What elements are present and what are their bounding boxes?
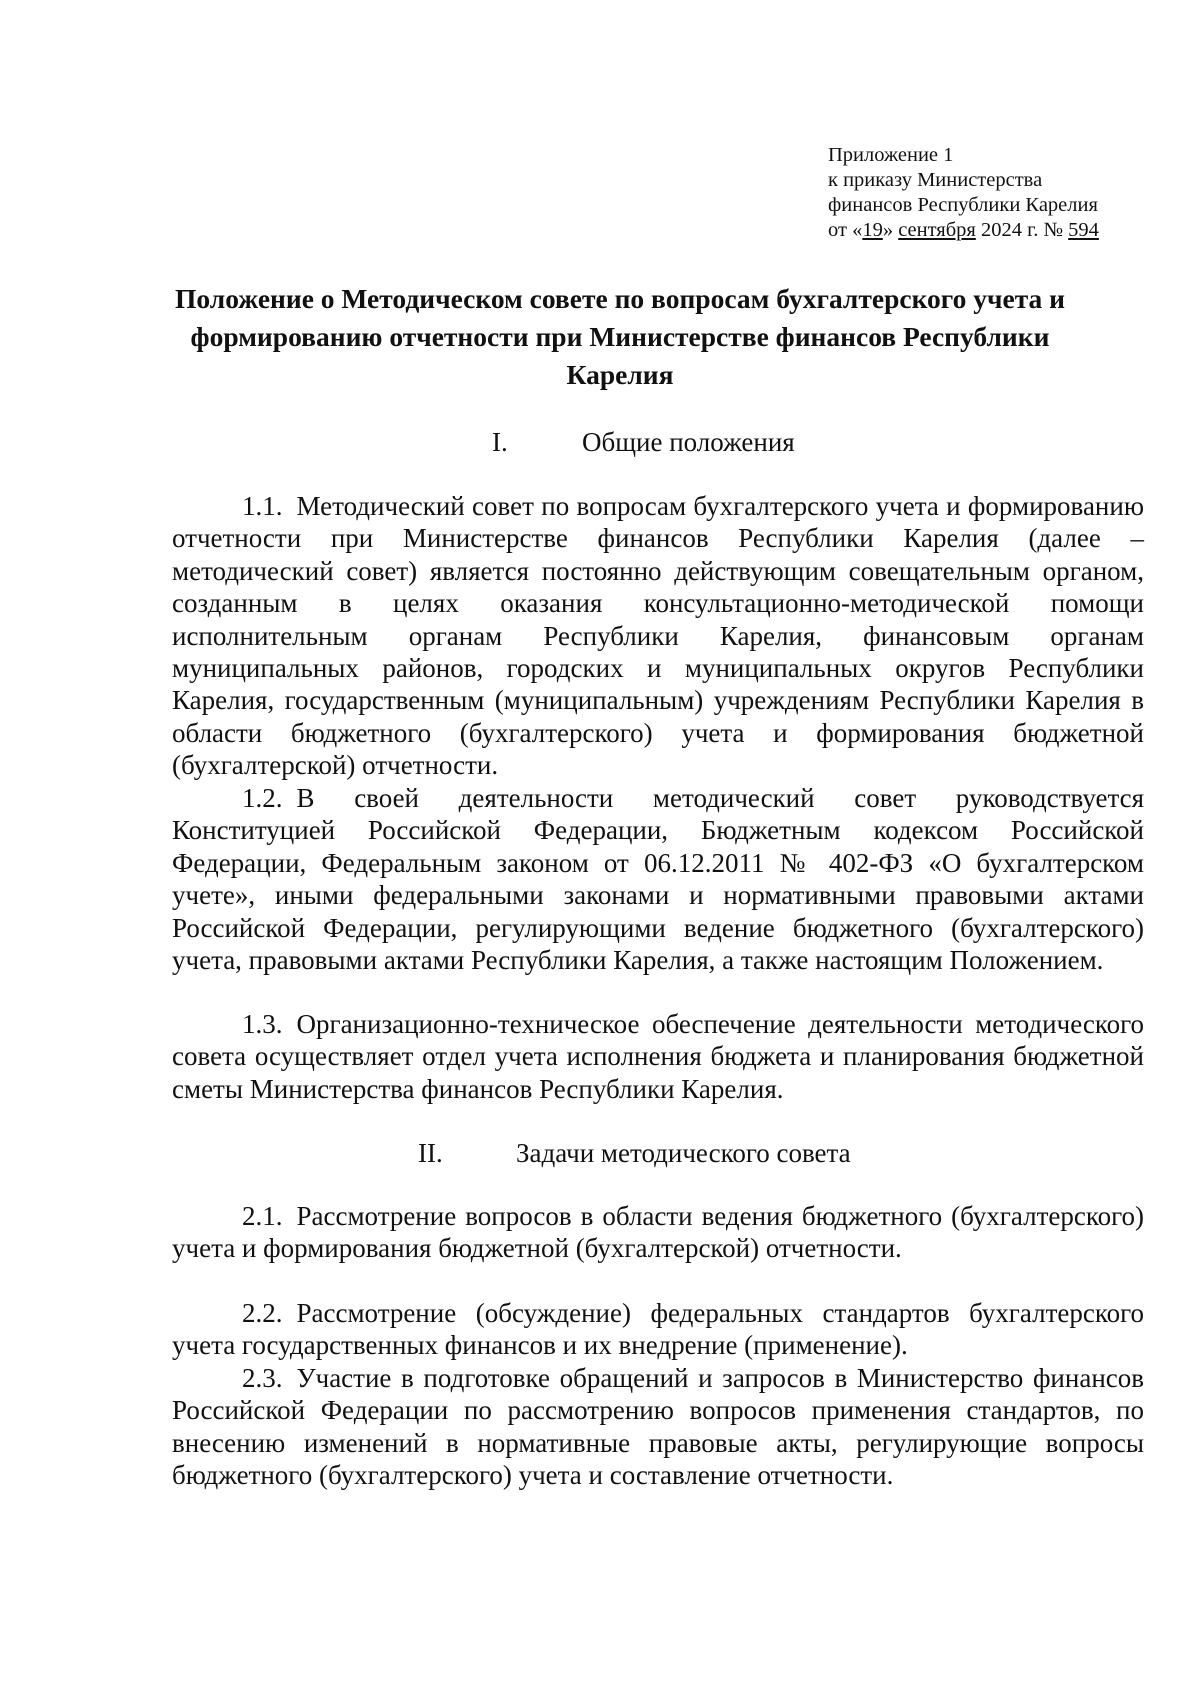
appendix-line-1: Приложение 1 [828,144,954,166]
paragraph-1-3 [172,1008,1144,1105]
paragraph-1-1 [172,490,1144,782]
paragraph-2-2 [172,1297,1144,1362]
paragraph-number: 2.2. [242,1298,283,1328]
date-mid: » [882,219,899,241]
appendix-block [828,143,1168,243]
date-month: сентября [898,219,976,241]
paragraph-2-3 [172,1362,1144,1492]
paragraph-text: Рассмотрение вопросов в области ведения бюджетного (бухгалтерского) учета и формирования бюджетной (бухгалтерской) отчетности. [172,1201,1144,1264]
paragraph-text: Организационно-техническое обеспечение деятельности методического совета осуществляет отдел учета исполнения бюджета и планирования бюджетной сметы Министерства финансов Республики Карелия. [172,1009,1144,1104]
paragraph-number: 1.1. [242,491,283,521]
appendix-line-3: финансов Республики Карелия [828,194,1098,216]
paragraph-text: В своей деятельности методический совет руководствуется Конституцией Российской Федерации, Бюджетным кодексом Российской Федерации, Федеральным законом от 06.12.2011 № 402-ФЗ «О бухгалтерском учете», иными федеральными законами и нормативными правовыми актами Российской Федерации, регулирующими ведение бюджетного (бухгалтерского) учета, правовыми актами Республики Карелия, а также настоящим Положением. [172,783,1144,976]
paragraph-text: Методический совет по вопросам бухгалтерского учета и формированию отчетности при Министерстве финансов Республики Карелия (далее – методический совет) является постоянно действующим совещательным органом, созданным в целях оказания консультационно-методической помощи исполнительным органам Республики Карелия, финансовым органам муниципальных районов, городских и муниципальных округов Республики Карелия, государственным (муниципальным) учреждениям Республики Карелия в области бюджетного (бухгалтерского) учета и формирования бюджетной (бухгалтерской) отчетности. [172,491,1144,781]
date-day: 19 [862,219,883,241]
paragraph-2-1 [172,1200,1144,1265]
section-title: Задачи методического совета [516,1138,851,1168]
document-title: Положение о Методическом совете по вопросам бухгалтерского учета и формированию отчетности при Министерстве финансов Республики Карелия [174,283,1066,390]
section-number: I. [492,427,508,457]
appendix-date-line [828,218,1168,243]
section-title: Общие положения [582,427,795,457]
paragraph-number: 1.3. [242,1009,283,1039]
paragraph-number: 1.2. [242,783,283,813]
paragraph-number: 2.3. [242,1363,283,1393]
paragraph-text: Рассмотрение (обсуждение) федеральных стандартов бухгалтерского учета государственных финансов и их внедрение (применение). [172,1298,1144,1361]
date-year: 2024 г. № [975,219,1069,241]
date-prefix: от « [828,219,863,241]
paragraph-text: Участие в подготовке обращений и запросов в Министерство финансов Российской Федерации по рассмотрению вопросов применения стандартов, по внесению изменений в нормативные правовые акты, регулирующие вопросы бюджетного (бухгалтерского) учета и составление отчетности. [172,1363,1144,1491]
paragraph-number: 2.1. [242,1201,283,1231]
order-number: 594 [1068,219,1099,241]
paragraph-1-2 [172,782,1144,976]
appendix-line-2: к приказу Министерства [828,169,1043,191]
section-number: II. [418,1138,443,1168]
